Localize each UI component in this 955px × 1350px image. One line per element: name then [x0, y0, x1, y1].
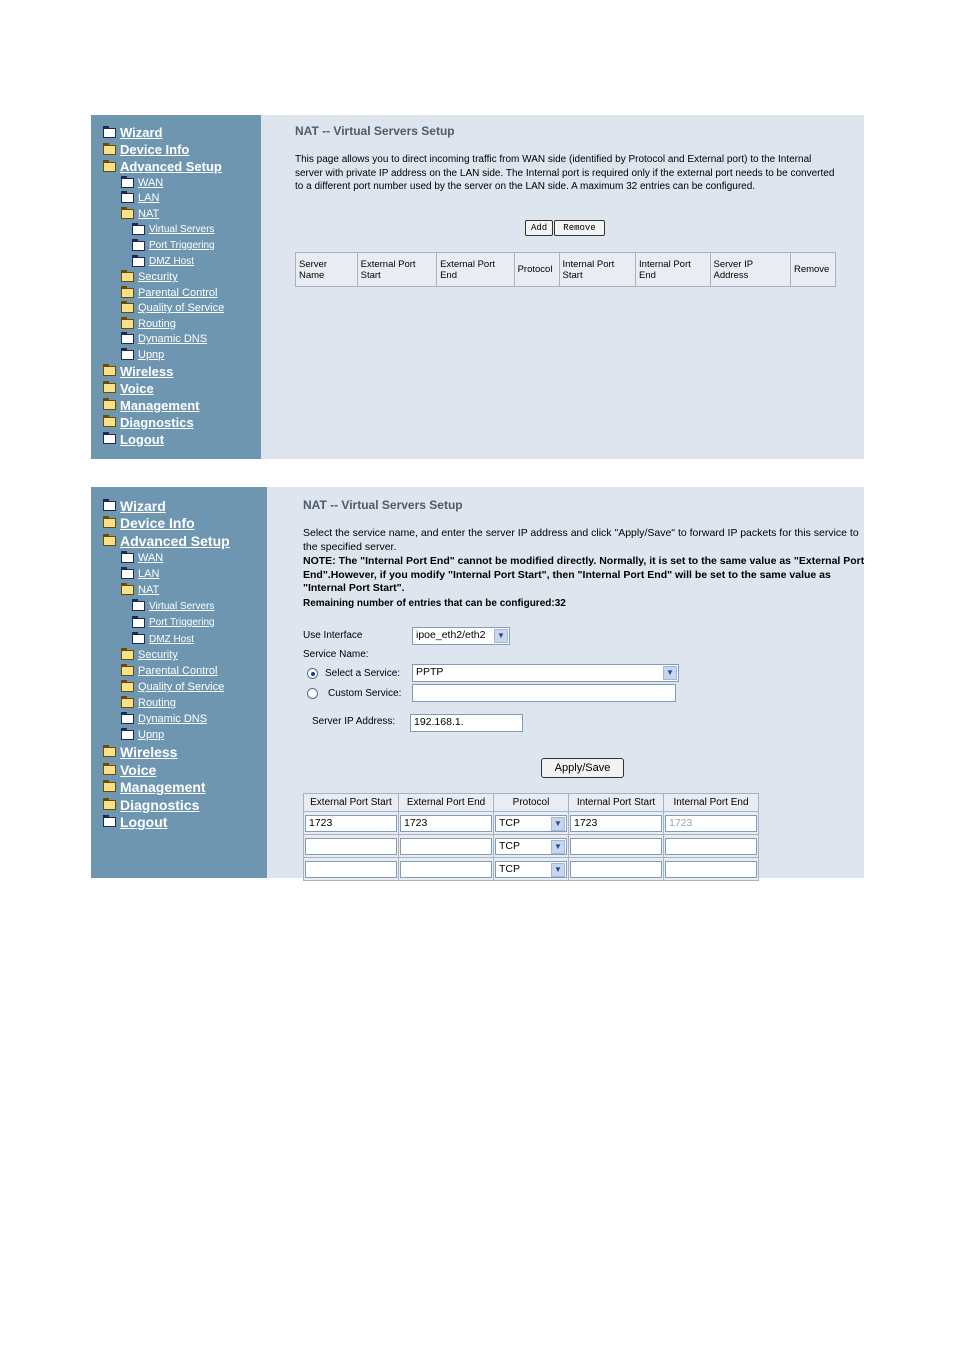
sidebar-item-label[interactable]: LAN	[138, 567, 160, 580]
sidebar-item-label[interactable]: Management	[120, 397, 200, 413]
sidebar-item[interactable]	[103, 270, 224, 286]
sidebar-item[interactable]	[103, 598, 230, 615]
folder-icon	[103, 128, 116, 138]
sidebar-item-label[interactable]: Voice	[120, 761, 157, 778]
sidebar-item[interactable]	[103, 316, 224, 332]
folder-open-icon	[103, 145, 116, 155]
external-port-end-input[interactable]	[400, 815, 492, 832]
folder-open-icon	[103, 400, 116, 410]
internal-port-start-input[interactable]	[570, 838, 662, 855]
sidebar-item[interactable]	[103, 727, 230, 743]
cell-value: TCP	[499, 839, 520, 852]
folder-icon	[121, 730, 134, 740]
folder-icon	[132, 241, 145, 251]
folder-icon	[121, 714, 134, 724]
sidebar-item[interactable]	[103, 796, 230, 814]
sidebar-item[interactable]	[103, 743, 230, 761]
sidebar-item[interactable]	[103, 582, 230, 598]
col-internal-port-end: Internal Port End	[636, 253, 711, 287]
add-button[interactable]: Add	[525, 220, 553, 236]
sidebar-item-label[interactable]: Wizard	[120, 125, 163, 140]
sidebar-item-label[interactable]: Parental Control	[138, 286, 218, 299]
table-header-row	[296, 253, 836, 287]
table-row	[304, 812, 759, 835]
table-cell	[494, 858, 569, 881]
table-cell	[494, 835, 569, 858]
nav-tree	[103, 497, 230, 831]
folder-icon	[103, 817, 116, 827]
folder-open-icon	[121, 698, 134, 708]
sidebar-item[interactable]	[103, 631, 230, 648]
sidebar-item-label[interactable]: Wizard	[120, 497, 166, 514]
sidebar-item-label[interactable]: WAN	[138, 551, 164, 564]
sidebar-item-label[interactable]: Wireless	[120, 744, 178, 761]
col-internal-port-start: Internal Port Start	[569, 794, 664, 812]
sidebar-item-label[interactable]: Logout	[120, 431, 165, 447]
folder-icon	[121, 350, 134, 360]
folder-open-icon	[121, 666, 134, 676]
table-cell	[664, 835, 759, 858]
internal-port-start-input[interactable]	[570, 815, 662, 832]
sidebar-item-label[interactable]: Wireless	[120, 363, 174, 379]
cell-value: 1723	[669, 816, 693, 829]
port-mapping-table	[303, 793, 759, 881]
internal-port-start-input[interactable]	[570, 861, 662, 878]
folder-open-icon	[103, 800, 116, 810]
col-protocol: Protocol	[494, 794, 569, 812]
table-cell	[399, 835, 494, 858]
folder-icon	[121, 553, 134, 563]
sidebar-item-label[interactable]: DMZ Host	[149, 633, 194, 645]
external-port-start-input[interactable]	[305, 861, 397, 878]
table-row	[304, 835, 759, 858]
select-service-radio[interactable]	[307, 668, 318, 679]
nav-tree	[103, 124, 224, 448]
internal-port-end-input	[665, 815, 757, 832]
folder-icon	[132, 634, 145, 644]
server-ip-label: Server IP Address:	[312, 716, 396, 727]
folder-open-icon	[103, 417, 116, 427]
page-description: This page allows you to direct incoming traffic from WAN side (identified by Protocol and External port) to the Internal server with private IP address on the LAN side. The Internal port is required only if the external port needs to be converted to a different port number used by the server on the LAN side. A maximum 32 entries can be configured.	[295, 154, 835, 192]
sidebar-item-label[interactable]: Quality of Service	[138, 681, 225, 694]
protocol-select[interactable]	[495, 861, 567, 878]
external-port-end-input[interactable]	[400, 861, 492, 878]
sidebar-item[interactable]	[103, 532, 230, 550]
folder-open-icon	[121, 303, 134, 313]
sidebar-item-label[interactable]: Dynamic DNS	[138, 333, 208, 346]
sidebar-menu	[91, 115, 261, 459]
table-cell	[569, 858, 664, 881]
sidebar-item-label[interactable]: Advanced Setup	[120, 159, 222, 174]
table-row	[304, 858, 759, 881]
use-interface-value: ipoe_eth2/eth2	[416, 629, 486, 641]
sidebar-item[interactable]	[103, 222, 224, 238]
sidebar-item[interactable]	[103, 778, 230, 796]
folder-open-icon	[103, 518, 116, 528]
page-title: NAT -- Virtual Servers Setup	[303, 498, 463, 512]
folder-icon	[121, 193, 134, 203]
cell-value: TCP	[499, 862, 520, 875]
table-cell	[664, 812, 759, 835]
external-port-end-input[interactable]	[400, 838, 492, 855]
folder-icon	[121, 334, 134, 344]
col-server-ip-address: Server IP Address	[710, 253, 790, 287]
sidebar-item-label[interactable]: Voice	[120, 380, 154, 396]
folder-open-icon	[121, 585, 134, 595]
chevron-down-icon: ▼	[551, 863, 565, 877]
table-cell	[494, 812, 569, 835]
sidebar-item[interactable]	[103, 206, 224, 222]
sidebar-item[interactable]	[103, 285, 224, 301]
sidebar-item[interactable]	[103, 695, 230, 711]
table-cell	[664, 858, 759, 881]
custom-service-label: Custom Service:	[328, 688, 402, 699]
sidebar-item[interactable]	[103, 431, 224, 448]
folder-open-icon	[103, 747, 116, 757]
table-cell	[304, 812, 399, 835]
folder-icon	[132, 257, 145, 267]
sidebar-item[interactable]	[103, 515, 230, 533]
sidebar-item-label[interactable]: Management	[120, 779, 206, 796]
sidebar-item[interactable]	[103, 497, 230, 515]
col-external-port-end: External Port End	[399, 794, 494, 812]
sidebar-item-label[interactable]: Routing	[138, 697, 176, 710]
protocol-select[interactable]	[495, 815, 567, 832]
sidebar-item-label[interactable]: WAN	[138, 176, 164, 189]
sidebar-item[interactable]	[103, 566, 230, 582]
sidebar-item[interactable]	[103, 614, 230, 631]
sidebar-item[interactable]	[103, 711, 230, 727]
chevron-down-icon: ▼	[551, 817, 565, 831]
folder-open-icon	[121, 209, 134, 219]
col-external-port-end: External Port End	[437, 253, 515, 287]
folder-open-icon	[103, 765, 116, 775]
sidebar-item[interactable]	[103, 238, 224, 254]
chevron-down-icon: ▼	[551, 840, 565, 854]
sidebar-item[interactable]	[103, 332, 224, 348]
virtual-servers-add-panel	[91, 487, 864, 878]
folder-icon	[132, 601, 145, 611]
sidebar-menu	[91, 487, 267, 878]
server-ip-input[interactable]: 192.168.1.	[410, 714, 523, 732]
sidebar-item-label[interactable]: NAT	[138, 583, 160, 596]
folder-open-icon	[121, 272, 134, 282]
sidebar-item[interactable]	[103, 663, 230, 679]
sidebar-item[interactable]	[103, 191, 224, 207]
col-external-port-start: External Port Start	[357, 253, 436, 287]
folder-icon	[121, 569, 134, 579]
folder-icon	[121, 178, 134, 188]
table-cell	[304, 858, 399, 881]
chevron-down-icon: ▼	[663, 666, 677, 680]
protocol-select[interactable]	[495, 838, 567, 855]
remove-button[interactable]: Remove	[554, 220, 605, 236]
folder-open-icon	[103, 162, 116, 172]
sidebar-item-label[interactable]: Advanced Setup	[120, 532, 230, 549]
service-name-label: Service Name:	[303, 649, 369, 660]
page-note: NOTE: The "Internal Port End" cannot be modified directly. Normally, it is set to the same value as "External Port End".However, if you modify "Internal Port Start", then "Internal Port End" will be set to the same value as "Internal Port Start".	[303, 555, 865, 594]
page-intro: Select the service name, and enter the server IP address and click "Apply/Save" to forward IP packets for this service to the specified server.	[303, 527, 859, 553]
sidebar-item-label[interactable]: Security	[138, 649, 178, 662]
sidebar-item[interactable]	[103, 380, 224, 397]
col-external-port-start: External Port Start	[304, 794, 399, 812]
sidebar-item-label[interactable]: Diagnostics	[120, 796, 200, 813]
sidebar-item-label[interactable]: Security	[138, 271, 178, 284]
sidebar-item[interactable]	[103, 254, 224, 270]
sidebar-item-label[interactable]: Port Triggering	[149, 617, 215, 629]
external-port-start-input[interactable]	[305, 838, 397, 855]
cell-value: 1723	[309, 816, 333, 829]
folder-icon	[103, 434, 116, 444]
folder-open-icon	[121, 288, 134, 298]
folder-open-icon	[103, 536, 116, 546]
chevron-down-icon: ▼	[494, 629, 508, 643]
table-cell	[569, 835, 664, 858]
cell-value: 1723	[404, 816, 428, 829]
sidebar-item[interactable]	[103, 814, 230, 832]
sidebar-item-label[interactable]: Device Info	[120, 142, 190, 157]
page-title: NAT -- Virtual Servers Setup	[295, 124, 455, 138]
sidebar-item[interactable]	[103, 761, 230, 779]
select-service-dropdown[interactable]	[412, 664, 679, 682]
sidebar-item-label[interactable]: Diagnostics	[120, 414, 194, 430]
sidebar-item[interactable]	[103, 414, 224, 431]
virtual-servers-table	[295, 252, 836, 287]
use-interface-label: Use Interface	[303, 630, 363, 641]
select-service-label: Select a Service:	[325, 668, 401, 679]
apply-save-button[interactable]: Apply/Save	[541, 758, 624, 778]
sidebar-item-label[interactable]: LAN	[138, 192, 160, 205]
sidebar-item[interactable]	[103, 679, 230, 695]
col-internal-port-start: Internal Port Start	[559, 253, 635, 287]
sidebar-item-label[interactable]: NAT	[138, 207, 160, 220]
folder-open-icon	[121, 650, 134, 660]
port-table-header	[304, 794, 759, 812]
sidebar-item[interactable]	[103, 301, 224, 317]
table-cell	[304, 835, 399, 858]
table-cell	[569, 812, 664, 835]
col-internal-port-end: Internal Port End	[664, 794, 759, 812]
sidebar-item[interactable]	[103, 550, 230, 566]
sidebar-item-label[interactable]: Routing	[138, 317, 176, 330]
folder-icon	[103, 501, 116, 511]
internal-port-end-input	[665, 838, 757, 855]
sidebar-item-label[interactable]: Device Info	[120, 515, 195, 532]
custom-service-radio[interactable]	[307, 688, 318, 699]
sidebar-item[interactable]	[103, 175, 224, 191]
table-cell	[399, 812, 494, 835]
custom-service-input[interactable]	[412, 684, 676, 702]
folder-open-icon	[103, 383, 116, 393]
cell-value: 1723	[574, 816, 598, 829]
sidebar-item-label[interactable]: Virtual Servers	[149, 600, 215, 612]
folder-icon	[132, 225, 145, 235]
folder-open-icon	[103, 782, 116, 792]
sidebar-item-label[interactable]: Virtual Servers	[149, 224, 215, 235]
folder-open-icon	[103, 366, 116, 376]
internal-port-end-input	[665, 861, 757, 878]
sidebar-item[interactable]	[103, 158, 224, 175]
sidebar-item[interactable]	[103, 124, 224, 141]
select-service-value: PPTP	[416, 666, 444, 678]
folder-open-icon	[121, 319, 134, 329]
sidebar-item[interactable]	[103, 647, 230, 663]
remaining-entries: Remaining number of entries that can be configured:32	[303, 598, 566, 609]
sidebar-item[interactable]	[103, 347, 224, 363]
sidebar-item-label[interactable]: Parental Control	[138, 665, 218, 678]
table-cell	[399, 858, 494, 881]
sidebar-item-label[interactable]: Quality of Service	[138, 302, 225, 315]
sidebar-item[interactable]	[103, 397, 224, 414]
sidebar-item-label[interactable]: Logout	[120, 814, 168, 831]
sidebar-item-label[interactable]: Upnp	[138, 348, 165, 361]
use-interface-select[interactable]	[412, 627, 510, 645]
sidebar-item-label[interactable]: Port Triggering	[149, 240, 215, 251]
col-server-name: Server Name	[296, 253, 358, 287]
col-protocol: Protocol	[514, 253, 559, 287]
external-port-start-input[interactable]	[305, 815, 397, 832]
sidebar-item[interactable]	[103, 363, 224, 380]
col-remove: Remove	[790, 253, 835, 287]
sidebar-item-label[interactable]: Upnp	[138, 729, 165, 742]
folder-open-icon	[121, 682, 134, 692]
sidebar-item[interactable]	[103, 141, 224, 158]
folder-icon	[132, 618, 145, 628]
sidebar-item-label[interactable]: DMZ Host	[149, 256, 194, 267]
port-table-body	[304, 812, 759, 881]
cell-value: TCP	[499, 816, 520, 829]
sidebar-item-label[interactable]: Dynamic DNS	[138, 713, 208, 726]
virtual-servers-list-panel	[91, 115, 864, 459]
